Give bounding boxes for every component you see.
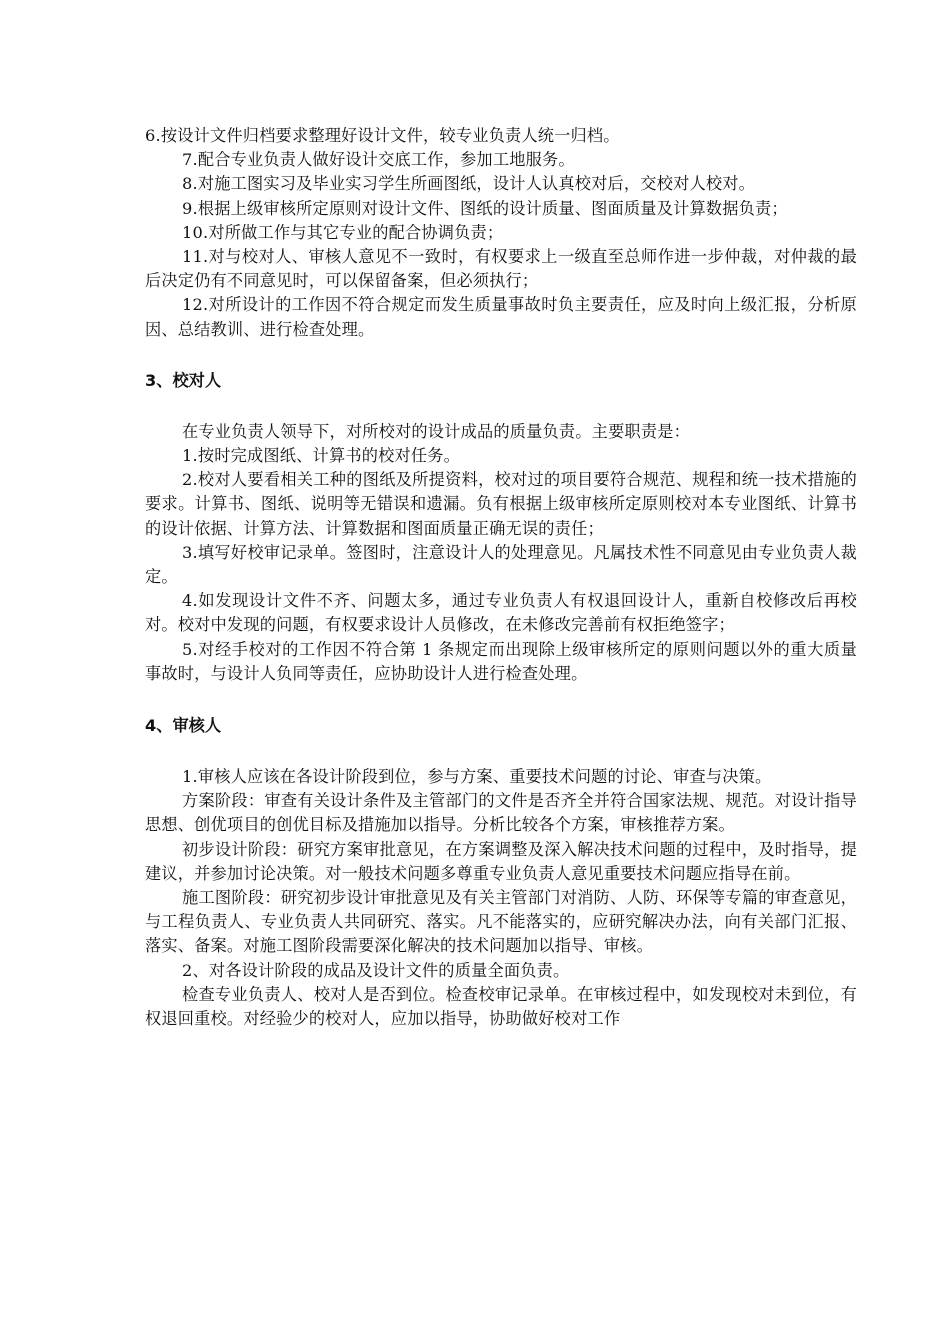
- section3-item: 3.填写好校审记录单。签图时，注意设计人的处理意见。凡属技术性不同意见由专业负责人裁定。: [145, 542, 857, 587]
- paragraph-item-7: 7.配合专业负责人做好设计交底工作，参加工地服务。: [182, 150, 575, 170]
- section3-item: 2.校对人要看相关工种的图纸及所提资料，校对过的项目要符合规范、规程和统一技术措施的要求。计算书、图纸、说明等无错误和遗漏。负有根据上级审核所定原则校对本专业图纸、计算书的设计依据、计算方法、计算数据和图面质量正确无误的责任；: [145, 470, 857, 538]
- section4-paragraph: 2、对各设计阶段的成品及设计文件的质量全面负责。: [182, 960, 570, 980]
- section4-paragraph: 1.审核人应该在各设计阶段到位，参与方案、重要技术问题的讨论、审查与决策。: [182, 767, 772, 787]
- section3-item: 5.对经手校对的工作因不符合第 1 条规定而出现除上级审核所定的原则问题以外的重大质量事故时，与设计人负同等责任，应协助设计人进行检查处理。: [145, 639, 857, 683]
- section4-paragraph: 检查专业负责人、校对人是否到位。检查校审记录单。在审核过程中，如发现校对未到位，有权退回重校。对经验少的校对人，应加以指导，协助做好校对工作: [145, 984, 857, 1029]
- paragraph-item-9: 9.根据上级审核所定原则对设计文件、图纸的设计质量、图面质量及计算数据负责；: [182, 198, 788, 218]
- section-heading-reviewer: 4、审核人: [145, 716, 222, 736]
- section3-item: 1.按时完成图纸、计算书的校对任务。: [182, 446, 461, 466]
- paragraph-item-6: 6.按设计文件归档要求整理好设计文件，较专业负责人统一归档。: [145, 126, 620, 145]
- section4-paragraph: 施工图阶段：研究初步设计审批意见及有关主管部门对消防、人防、环保等专篇的审查意见，与工程负责人、专业负责人共同研究、落实。凡不能落实的，应研究解决办法，向有关部门汇报、落实、备案。对施工图阶段需要深化解决的技术问题加以指导、审核。: [145, 888, 857, 956]
- paragraph-item-8: 8.对施工图实习及毕业实习学生所画图纸，设计人认真校对后，交校对人校对。: [182, 174, 756, 194]
- paragraph-item-10: 10.对所做工作与其它专业的配合协调负责；: [182, 222, 504, 242]
- section3-intro: 在专业负责人领导下，对所校对的设计成品的质量负责。主要职责是：: [182, 421, 691, 441]
- paragraph-item-12: 12.对所设计的工作因不符合规定而发生质量事故时负主要责任，应及时向上级汇报，分析原因、总结教训、进行检查处理。: [145, 295, 857, 339]
- section4-paragraph: 方案阶段：审查有关设计条件及主管部门的文件是否齐全并符合国家法规、规范。对设计指导思想、创优项目的创优目标及措施加以指导。分析比较各个方案，审核推荐方案。: [145, 791, 857, 835]
- paragraph-item-11: 11.对与校对人、审核人意见不一致时，有权要求上一级直至总师作进一步仲裁，对仲裁的最后决定仍有不同意见时，可以保留备案，但必须执行；: [145, 247, 857, 291]
- section3-item: 4.如发现设计文件不齐、问题太多，通过专业负责人有权退回设计人，重新自校修改后再校对。校对中发现的问题，有权要求设计人员修改，在未修改完善前有权拒绝签字；: [145, 591, 857, 635]
- document-body: [145, 124, 857, 1031]
- section4-paragraph: 初步设计阶段：研究方案审批意见，在方案调整及深入解决技术问题的过程中，及时指导，提建议，并参加讨论决策。对一般技术问题多尊重专业负责人意见重要技术问题应指导在前。: [145, 839, 857, 883]
- section-heading-proofreader: 3、校对人: [145, 370, 222, 390]
